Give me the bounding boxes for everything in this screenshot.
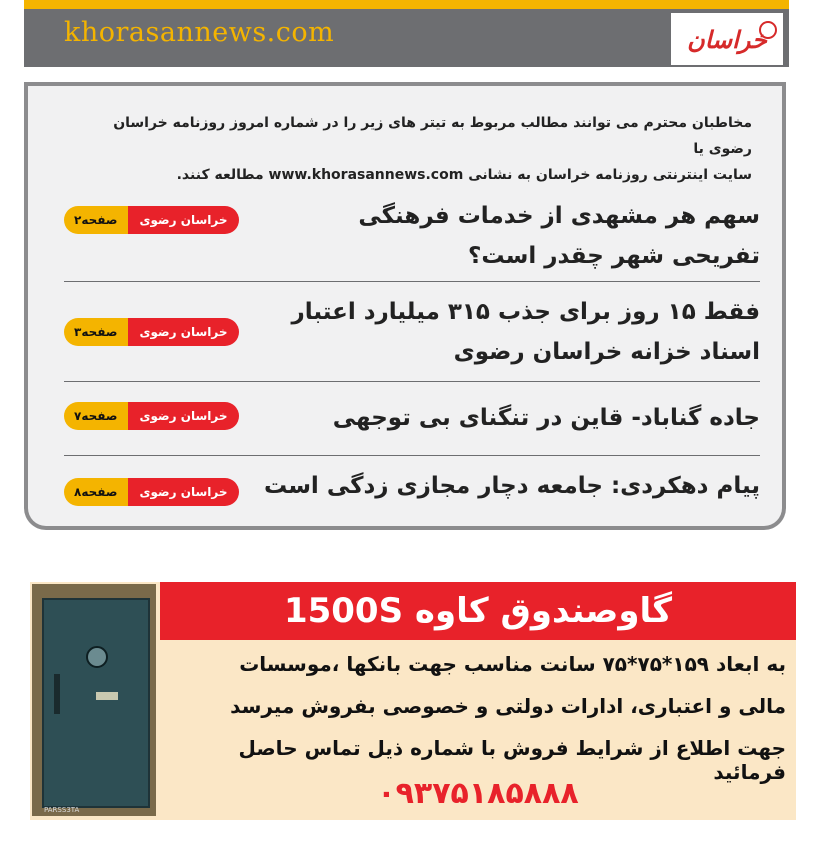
page-number: صفحه۷ (64, 402, 128, 430)
safe-mark: PARSS3TA (44, 806, 80, 814)
ad-phone-number[interactable]: ۰۹۳۷۵۱۸۵۸۸۸ (377, 776, 579, 811)
page-tag (64, 318, 239, 346)
khorasan-logo (671, 13, 783, 65)
safe-handle-icon (96, 692, 118, 700)
section-name: خراسان رضوی (128, 402, 240, 430)
top-accent-bar (24, 0, 789, 9)
headline-item[interactable] (64, 466, 760, 514)
divider (64, 455, 760, 456)
intro-line-2: سایت اینترنتی روزنامه خراسان به نشانی www.khorasannews.com مطالعه کنند. (176, 167, 752, 183)
ad-line-3: جهت اطلاع از شرایط فروش با شماره ذیل تماس حاصل فرمائید (238, 736, 786, 784)
section-name: خراسان رضوی (128, 478, 240, 506)
safe-dial-icon (86, 646, 108, 668)
safe-image (32, 584, 156, 816)
page-tag (64, 402, 239, 430)
headline-title[interactable]: پیام دهکردی: جامعه دچار مجازی زدگی است (263, 473, 760, 499)
headline-title[interactable]: فقط ۱۵ روز برای جذب ۳۱۵ میلیارد اعتبار اسناد خزانه خراسان رضوی (291, 299, 760, 365)
headlines-panel (24, 82, 786, 530)
page-number: صفحه۸ (64, 478, 128, 506)
headline-title[interactable]: سهم هر مشهدی از خدمات فرهنگی تفریحی شهر چقدر است؟ (358, 203, 760, 269)
intro-text (72, 110, 752, 188)
page-number: صفحه۳ (64, 318, 128, 346)
headline-item[interactable] (64, 292, 760, 376)
divider (64, 281, 760, 282)
ad-line-2: مالی و اعتباری، ادارات دولتی و خصوصی بفروش میرسد (230, 694, 786, 718)
ad-headline: گاوصندوق کاوه 1500S (160, 582, 796, 640)
page-number: صفحه۲ (64, 206, 128, 234)
section-name: خراسان رضوی (128, 206, 240, 234)
headline-item[interactable] (64, 398, 760, 446)
page-tag (64, 478, 239, 506)
divider (64, 381, 760, 382)
logo-text: خراسان (687, 24, 767, 54)
section-name: خراسان رضوی (128, 318, 240, 346)
ad-line-1: به ابعاد ۱۵۹*۷۵*۷۵ سانت مناسب جهت بانکها ،موسسات (239, 652, 786, 676)
safe-advertisement (30, 582, 796, 820)
site-url[interactable]: khorasannews.com (64, 17, 335, 48)
headline-item[interactable] (64, 196, 760, 280)
safe-hinge-icon (54, 674, 60, 714)
intro-line-1: مخاطبان محترم می توانند مطالب مربوط به تیتر های زیر را در شماره امروز روزنامه خراسان رضوی یا (113, 115, 752, 157)
page-tag (64, 206, 239, 234)
headline-title[interactable]: جاده گناباد- قاین در تنگنای بی توجهی (332, 405, 760, 431)
masthead (24, 9, 789, 67)
